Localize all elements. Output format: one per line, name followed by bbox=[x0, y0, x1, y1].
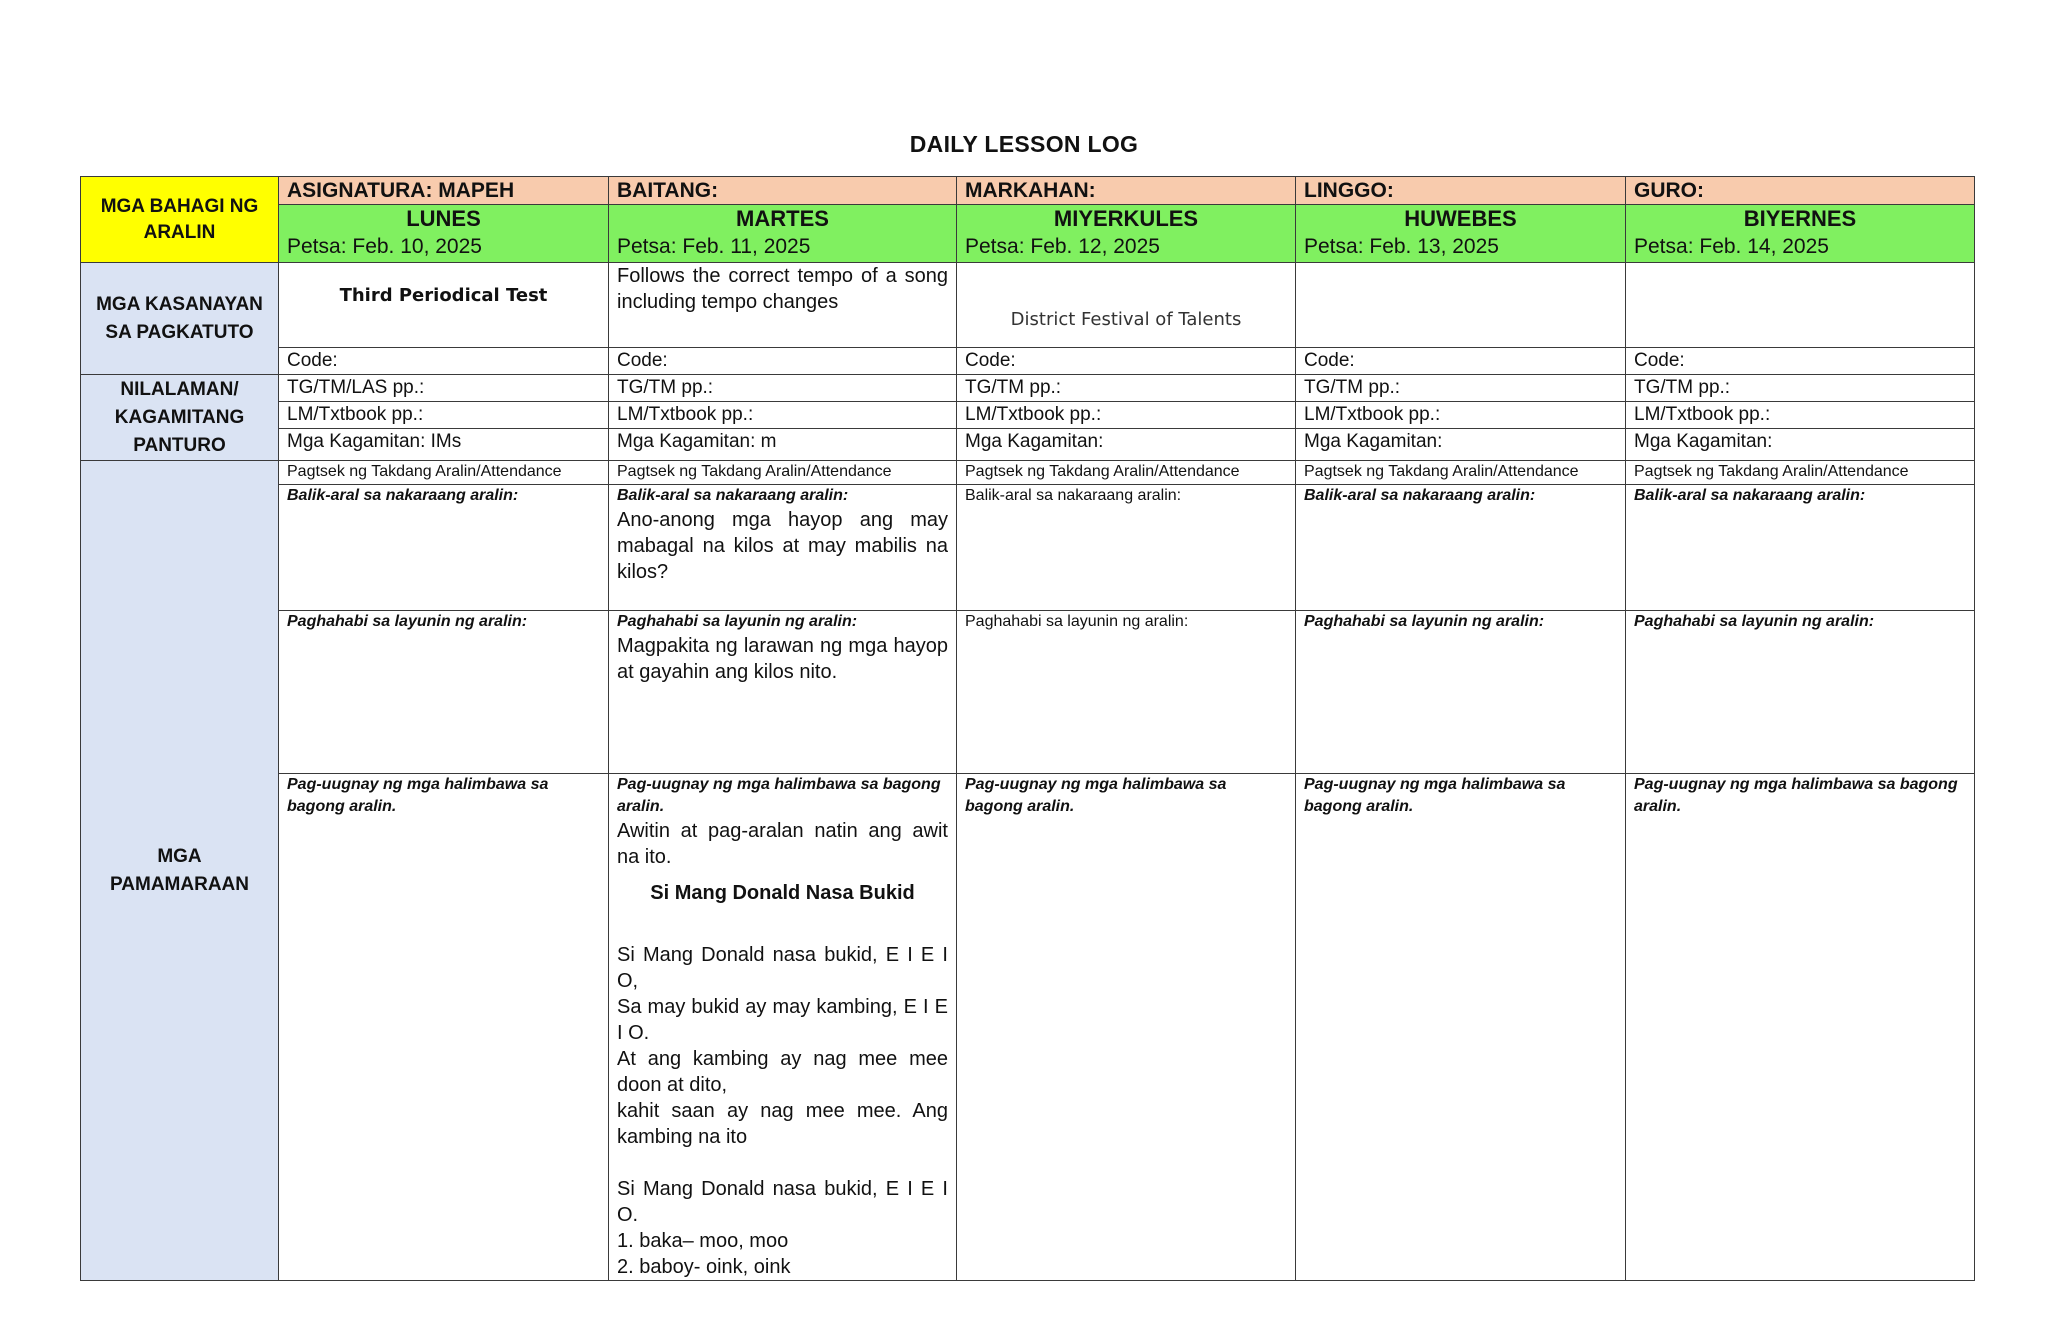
song-intro: Awitin at pag-aralan natin ang awit na ito. bbox=[617, 820, 948, 868]
lm-lunes: LM/Txtbook pp.: bbox=[279, 402, 609, 429]
info-asignatura: ASIGNATURA: MAPEH bbox=[279, 177, 609, 205]
paguugnay-label: Pag-uugnay ng mga halimbawa sa bbox=[287, 776, 549, 793]
section-kasanayan: MGA KASANAYAN SA PAGKATUTO bbox=[81, 263, 279, 375]
paguugnay-label: Pag-uugnay ng mga halimbawa sa bbox=[1304, 776, 1566, 793]
side-label-bahagi: MGA BAHAGI NG ARALIN bbox=[81, 177, 279, 263]
code-miyerkules: Code: bbox=[957, 348, 1296, 375]
balik-text: Ano-anong mga hayop ang may mabagal na kilos at may mabilis na kilos? bbox=[617, 509, 948, 583]
kasanayan-miyerkules bbox=[957, 263, 1296, 348]
paguugnay-label-2: bagong aralin. bbox=[1304, 798, 1414, 815]
mk-martes: Mga Kagamitan: m bbox=[609, 429, 957, 461]
paghahabi-huwebes bbox=[1296, 611, 1626, 774]
tg-row bbox=[81, 375, 1975, 402]
balik-label: Balik-aral sa nakaraang aralin: bbox=[965, 487, 1182, 504]
day-miyerkules bbox=[957, 205, 1296, 263]
balik-lunes bbox=[279, 485, 609, 611]
info-linggo: LINGGO: bbox=[1296, 177, 1626, 205]
lm-martes: LM/Txtbook pp.: bbox=[609, 402, 957, 429]
day-name: MIYERKULES bbox=[1053, 206, 1199, 231]
paghahabi-label: Paghahabi sa layunin ng aralin: bbox=[1304, 613, 1545, 630]
code-biyernes: Code: bbox=[1626, 348, 1975, 375]
balik-miyerkules bbox=[957, 485, 1296, 611]
day-date: Petsa: Feb. 12, 2025 bbox=[965, 235, 1160, 258]
balik-label: Balik-aral sa nakaraang aralin: bbox=[287, 487, 519, 504]
paghahabi-biyernes bbox=[1626, 611, 1975, 774]
paguugnay-label-2: bagong aralin. bbox=[287, 798, 397, 815]
day-martes bbox=[609, 205, 957, 263]
paguugnay-martes bbox=[609, 774, 957, 1281]
paguugnay-biyernes bbox=[1626, 774, 1975, 1281]
tg-miyerkules: TG/TM pp.: bbox=[957, 375, 1296, 402]
paghahabi-row bbox=[81, 611, 1975, 774]
day-date: Petsa: Feb. 14, 2025 bbox=[1634, 235, 1829, 258]
day-biyernes bbox=[1626, 205, 1975, 263]
day-name: MARTES bbox=[736, 206, 829, 231]
paguugnay-label: Pag-uugnay ng mga halimbawa sa bbox=[965, 776, 1227, 793]
page-title: DAILY LESSON LOG bbox=[909, 131, 1139, 157]
festival-label: District Festival of Talents bbox=[1010, 309, 1242, 330]
lm-row bbox=[81, 402, 1975, 429]
day-date: Petsa: Feb. 11, 2025 bbox=[617, 235, 811, 258]
pagtsek-row bbox=[81, 461, 1975, 485]
balik-label: Balik-aral sa nakaraang aralin: bbox=[1304, 487, 1536, 504]
info-baitang: BAITANG: bbox=[609, 177, 957, 205]
paguugnay-label: Pag-uugnay ng mga halimbawa sa bagong aralin. bbox=[617, 776, 941, 815]
day-name: HUWEBES bbox=[1404, 206, 1517, 231]
pagtsek-huwebes: Pagtsek ng Takdang Aralin/Attendance bbox=[1296, 461, 1626, 485]
paguugnay-miyerkules bbox=[957, 774, 1296, 1281]
lm-huwebes: LM/Txtbook pp.: bbox=[1296, 402, 1626, 429]
song-line: Si Mang Donald nasa bukid, E I E I O, bbox=[617, 944, 948, 992]
lm-biyernes: LM/Txtbook pp.: bbox=[1626, 402, 1975, 429]
paghahabi-label: Paghahabi sa layunin ng aralin: bbox=[287, 613, 528, 630]
song-line: 1. baka– moo, moo bbox=[617, 1230, 789, 1252]
balik-martes bbox=[609, 485, 957, 611]
song-title: Si Mang Donald Nasa Bukid bbox=[650, 882, 915, 904]
info-guro: GURO: bbox=[1626, 177, 1975, 205]
paguugnay-row bbox=[81, 774, 1975, 1281]
song-line: Si Mang Donald nasa bukid, E I E I O. bbox=[617, 1178, 948, 1226]
day-name: LUNES bbox=[406, 206, 481, 231]
song-line: kahit saan ay nag mee mee. Ang kambing na ito bbox=[617, 1100, 948, 1148]
song-line: 2. baboy- oink, oink bbox=[617, 1256, 791, 1278]
balik-label: Balik-aral sa nakaraang aralin: bbox=[1634, 487, 1866, 504]
day-date: Petsa: Feb. 10, 2025 bbox=[287, 235, 482, 258]
pagtsek-miyerkules: Pagtsek ng Takdang Aralin/Attendance bbox=[957, 461, 1296, 485]
song-line: Sa may bukid ay may kambing, E I E I O. bbox=[617, 996, 948, 1044]
code-row bbox=[81, 348, 1975, 375]
lesson-log-table bbox=[80, 176, 1975, 1281]
mk-huwebes: Mga Kagamitan: bbox=[1296, 429, 1626, 461]
tg-biyernes: TG/TM pp.: bbox=[1626, 375, 1975, 402]
info-markahan: MARKAHAN: bbox=[957, 177, 1296, 205]
paghahabi-text: Magpakita ng larawan ng mga hayop at gayahin ang kilos nito. bbox=[617, 635, 948, 683]
section-pamamaraan: MGA PAMAMARAAN bbox=[81, 461, 279, 1281]
paguugnay-lunes bbox=[279, 774, 609, 1281]
code-lunes: Code: bbox=[279, 348, 609, 375]
paguugnay-label-2: bagong aralin. bbox=[965, 798, 1075, 815]
pagtsek-biyernes: Pagtsek ng Takdang Aralin/Attendance bbox=[1626, 461, 1975, 485]
kasanayan-martes bbox=[609, 263, 957, 348]
kasanayan-biyernes bbox=[1626, 263, 1975, 348]
pagtsek-martes: Pagtsek ng Takdang Aralin/Attendance bbox=[609, 461, 957, 485]
kasanayan-text: Follows the correct tempo of a song including tempo changes bbox=[617, 265, 948, 313]
header-info-row bbox=[81, 177, 1975, 205]
balik-biyernes bbox=[1626, 485, 1975, 611]
day-header-row bbox=[81, 205, 1975, 263]
pagtsek-lunes: Pagtsek ng Takdang Aralin/Attendance bbox=[279, 461, 609, 485]
mk-biyernes: Mga Kagamitan: bbox=[1626, 429, 1975, 461]
paguugnay-label: Pag-uugnay ng mga halimbawa sa bagong aralin. bbox=[1634, 776, 1958, 815]
code-martes: Code: bbox=[609, 348, 957, 375]
paghahabi-martes bbox=[609, 611, 957, 774]
day-date: Petsa: Feb. 13, 2025 bbox=[1304, 235, 1499, 258]
day-lunes bbox=[279, 205, 609, 263]
paghahabi-label: Paghahabi sa layunin ng aralin: bbox=[1634, 613, 1875, 630]
paguugnay-huwebes bbox=[1296, 774, 1626, 1281]
kasanayan-row bbox=[81, 263, 1975, 348]
balik-aral-row bbox=[81, 485, 1975, 611]
code-huwebes: Code: bbox=[1296, 348, 1626, 375]
lm-miyerkules: LM/Txtbook pp.: bbox=[957, 402, 1296, 429]
balik-huwebes bbox=[1296, 485, 1626, 611]
song-line: At ang kambing ay nag mee mee doon at dito, bbox=[617, 1048, 948, 1096]
section-nilalaman: NILALAMAN/ KAGAMITANG PANTURO bbox=[81, 375, 279, 461]
mk-lunes: Mga Kagamitan: IMs bbox=[279, 429, 609, 461]
paghahabi-label: Paghahabi sa layunin ng aralin: bbox=[617, 613, 858, 630]
kasanayan-lunes bbox=[279, 263, 609, 348]
periodical-test-label: Third Periodical Test bbox=[339, 285, 548, 306]
mk-miyerkules: Mga Kagamitan: bbox=[957, 429, 1296, 461]
tg-martes: TG/TM pp.: bbox=[609, 375, 957, 402]
mk-row bbox=[81, 429, 1975, 461]
balik-label: Balik-aral sa nakaraang aralin: bbox=[617, 487, 849, 504]
tg-lunes: TG/TM/LAS pp.: bbox=[279, 375, 609, 402]
tg-huwebes: TG/TM pp.: bbox=[1296, 375, 1626, 402]
paghahabi-lunes bbox=[279, 611, 609, 774]
paghahabi-miyerkules bbox=[957, 611, 1296, 774]
day-name: BIYERNES bbox=[1743, 206, 1857, 231]
kasanayan-huwebes bbox=[1296, 263, 1626, 348]
paghahabi-label: Paghahabi sa layunin ng aralin: bbox=[965, 613, 1189, 630]
day-huwebes bbox=[1296, 205, 1626, 263]
